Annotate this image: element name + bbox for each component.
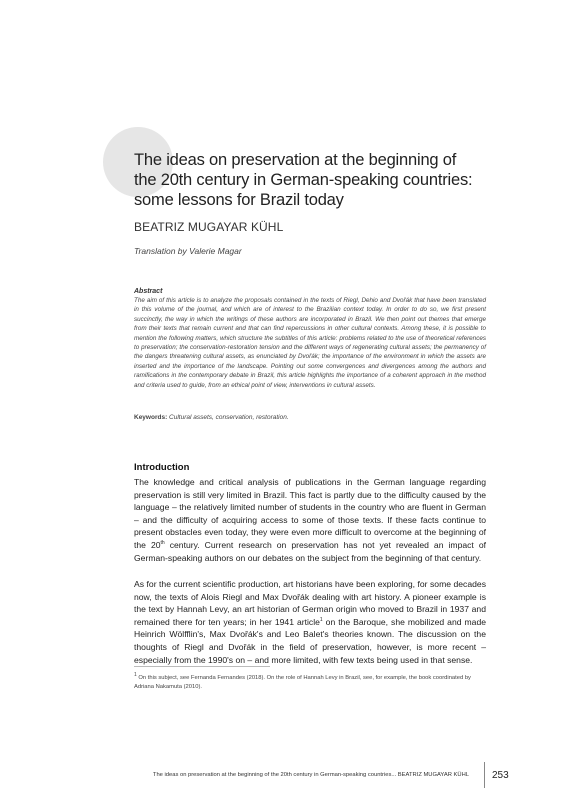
- keywords-text: Cultural assets, conservation, restoration.: [169, 414, 289, 421]
- running-footer: The ideas on preservation at the beginning of the 20th century in German-speaking countries... BEATRIZ MUGAYAR KÜHL: [152, 772, 469, 778]
- translation-credit: Translation by Valerie Magar: [134, 246, 242, 256]
- footnote-marker: 1: [134, 672, 137, 679]
- abstract-text: The aim of this article is to analyze the proposals contained in the texts of Riegl, Dehio and Dvořák that have been translated in this volume of the journal, and which are of interest to the Brazilian context today. In order to do so, we first present succinctly, the way in which the writings of these authors are incorporated in Brazil. We then point out themes that emerge from their texts that remain current and that can find repercussions in other cultural contexts. Among these, it is possible to mention the following matters, which structure the subtitles of this article: problems related to the use of theoretical references to preservation; the conservation-restoration tension and the different ways of regenerating cultural assets; the permanency of the dangers threatening cultural assets, as enunciated by Dvořák; the importance of the environment in which the assets are inserted and the importance of the landscape. Pointing out some convergences and divergences among the authors and ramifications in the contemporary debate in Brazil, this article highlights the importance of a coherent approach in the method and criteria used to guide, from an ethical point of view, interventions in cultural assets.: [134, 297, 486, 389]
- page-number: 253: [492, 770, 509, 781]
- keywords: [134, 413, 486, 422]
- article-author: BEATRIZ MUGAYAR KÜHL: [134, 220, 284, 234]
- paragraph-text: on the Baroque, she mobilized and made Heinrich Wölfflin's, Max Dvořák's and Leo Balet's theories known. The discussion on the thoughts of Riegl and Dvořák in the field of preservation, however, is more recent – especially from the 1990's on – and more limited, with few texts being used in that sense.: [134, 616, 486, 665]
- superscript: th: [160, 540, 165, 547]
- paragraph-text: century. Current research on preservation has not yet revealed an impact of German-speaking authors on our debates on the subject from the beginning of that century.: [134, 539, 486, 563]
- keywords-label: Keywords:: [134, 414, 168, 421]
- introduction-heading: Introduction: [134, 462, 190, 473]
- paragraph-text: The knowledge and critical analysis of publications in the German language regarding preservation is still very limited in Brazil. This fact is partly due to the difficulty caused by the language – the relatively limited number of students in the country who are fluent in German – and the difficulty of acquiring access to some of those texts. If these facts continue to present obstacles even today, they were even more difficult to overcome at the beginning of the 20: [134, 477, 486, 550]
- article-title: The ideas on preservation at the beginning of the 20th century in German-speaking countries: some lessons for Brazil today: [134, 151, 473, 209]
- footer-divider: [484, 762, 485, 788]
- footnote-text: On this subject, see Fernanda Fernandes (2018). On the role of Hannah Levy in Brazil, see, for example, the book coordinated by Adriana Nakamuta (2010).: [134, 675, 471, 690]
- introduction-paragraph-1: [134, 476, 486, 564]
- abstract-section: [134, 287, 486, 390]
- footnote-divider: [134, 666, 270, 667]
- introduction-paragraph-2: [134, 578, 486, 666]
- footnote: [134, 674, 486, 692]
- footnote-reference[interactable]: 1: [319, 616, 323, 623]
- paragraph-text: As for the current scientific production, art historians have been exploring, for some decades now, the texts of Alois Riegl and Max Dvořák dealing with art history. A pioneer example is the text by Hannah Levy, an art historian of German origin who moved to Brazil in 1937 and remained there for ten years; in her 1941 article: [134, 579, 486, 627]
- abstract-heading: Abstract: [134, 288, 163, 295]
